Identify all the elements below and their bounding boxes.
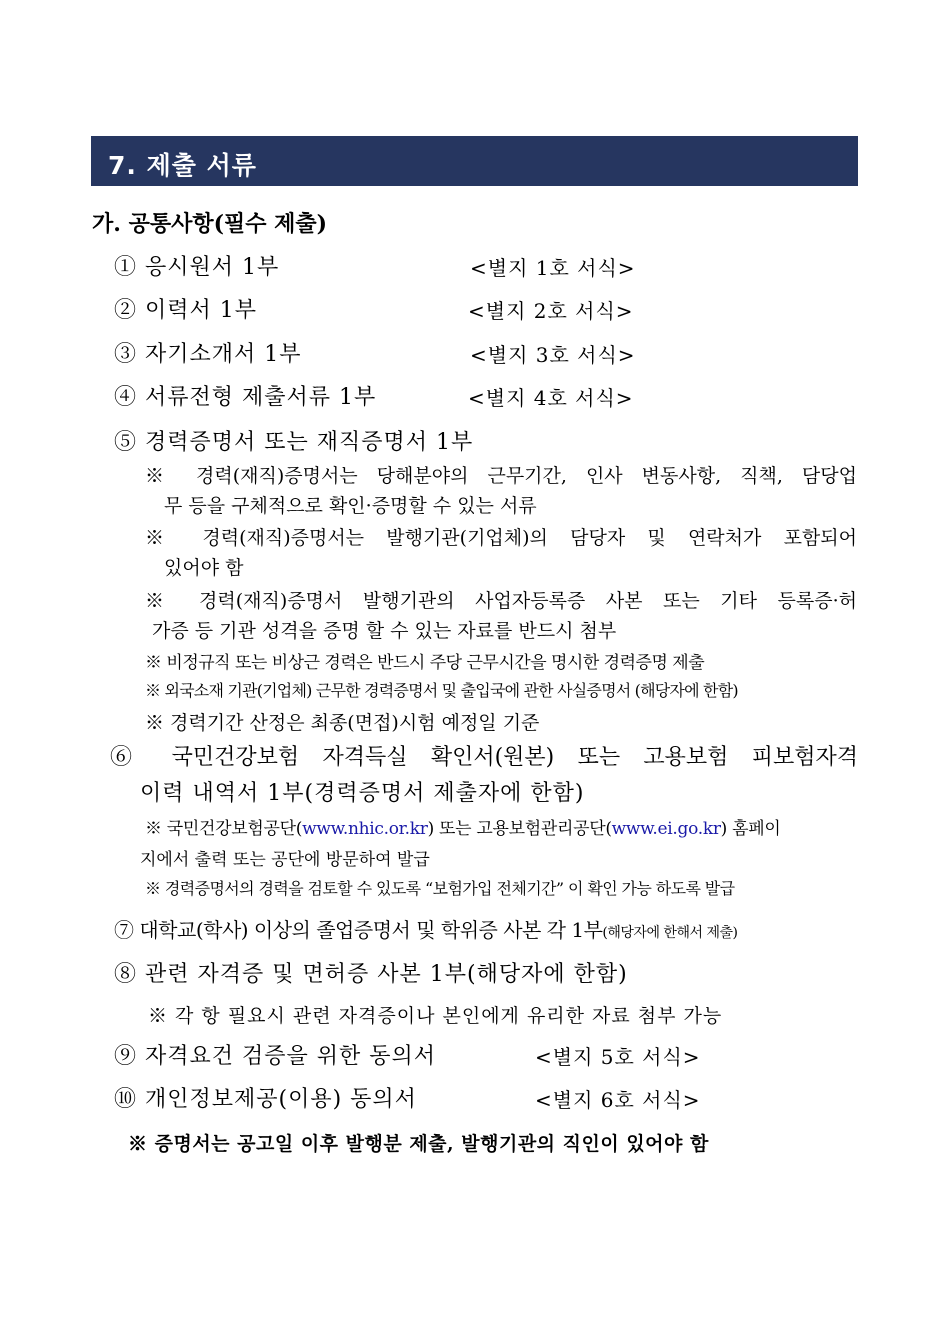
item-1-label: ① 응시원서 1부 (114, 255, 280, 280)
item-6-note-1-prefix: ※ 국민건강보험공단( (145, 819, 303, 839)
item-5-label: ⑤ 경력증명서 또는 재직증명서 1부 (114, 430, 474, 455)
item-4-label: ④ 서류전형 제출서류 1부 (114, 385, 377, 410)
item-10-label: ⑩ 개인정보제공(이용) 동의서 (114, 1087, 417, 1112)
item-5-note-5: ※ 외국소재 기관(기업체) 근무한 경력증명서 및 출입국에 관한 사실증명서 (해당자에 한함) (145, 681, 738, 700)
item-8-note: ※ 각 항 필요시 관련 자격증이나 본인에게 유리한 자료 첨부 가능 (148, 1005, 723, 1027)
item-3-form: <별지 3호 서식> (470, 343, 636, 367)
item-10-form: <별지 6호 서식> (535, 1088, 701, 1112)
section-header (91, 136, 858, 186)
item-8-main: ⑧ 관련 자격증 및 면허증 사본 1부(해당자에 한함) (114, 962, 628, 987)
section-title: 7. 제출 서류 (108, 151, 257, 180)
item-4-form: <별지 4호 서식> (468, 386, 634, 410)
item-5-note-1a: ※ 경력(재직)증명서는 당해분야의 근무기간, 인사 변동사항, 직책, 담당업 (145, 465, 857, 487)
item-3-label: ③ 자기소개서 1부 (114, 342, 302, 367)
item-6-note-1a (145, 814, 780, 839)
item-2-form: <별지 2호 서식> (468, 299, 634, 323)
item-7 (114, 914, 737, 943)
item-5-note-4: ※ 비정규직 또는 비상근 경력은 반드시 주당 근무시간을 명시한 경력증명 제출 (145, 653, 705, 673)
final-note: ※ 증명서는 공고일 이후 발행분 제출, 발행기관의 직인이 있어야 함 (128, 1133, 709, 1155)
item-6-note-1-mid: ) 또는 고용보험관리공단( (427, 819, 612, 839)
item-9-label: ⑨ 자격요건 검증을 위한 동의서 (114, 1044, 436, 1069)
item-6-note-1-suffix: ) 홈페이 (720, 819, 781, 839)
item-7-main: ⑦ 대학교(학사) 이상의 졸업증명서 및 학위증 사본 각 1부 (114, 918, 603, 942)
item-5-note-2b: 있어야 함 (164, 557, 244, 579)
item-5-note-1b: 무 등을 구체적으로 확인·증명할 수 있는 서류 (164, 495, 537, 517)
ei-link[interactable]: www.ei.go.kr (611, 819, 721, 839)
item-9-form: <별지 5호 서식> (535, 1045, 701, 1069)
item-5-note-3a: ※ 경력(재직)증명서 발행기관의 사업자등록증 사본 또는 기타 등록증·허 (145, 590, 857, 612)
subsection-title: 가. 공통사항(필수 제출) (92, 211, 328, 237)
item-6-note-1b: 지에서 출력 또는 공단에 방문하여 발급 (140, 850, 430, 870)
item-5-note-2a: ※ 경력(재직)증명서는 발행기관(기업체)의 담당자 및 연락처가 포함되어 (145, 527, 857, 549)
item-6-line-1: ⑥ 국민건강보험 자격득실 확인서(원본) 또는 고용보험 피보험자격 (110, 745, 858, 770)
item-1-form: <별지 1호 서식> (470, 256, 636, 280)
item-6-line-2: 이력 내역서 1부(경력증명서 제출자에 한함) (140, 781, 585, 806)
nhic-link[interactable]: www.nhic.or.kr (302, 819, 428, 839)
item-2-label: ② 이력서 1부 (114, 298, 257, 323)
item-5-note-6: ※ 경력기간 산정은 최종(면접)시험 예정일 기준 (145, 712, 540, 734)
item-7-small: (해당자에 한해서 제출) (602, 925, 738, 941)
item-5-note-3b: 가증 등 기관 성격을 증명 할 수 있는 자료를 반드시 첨부 (152, 620, 617, 642)
item-6-note-2: ※ 경력증명서의 경력을 검토할 수 있도록 “보험가입 전체기간” 이 확인 가능 하도록 발급 (145, 879, 735, 898)
